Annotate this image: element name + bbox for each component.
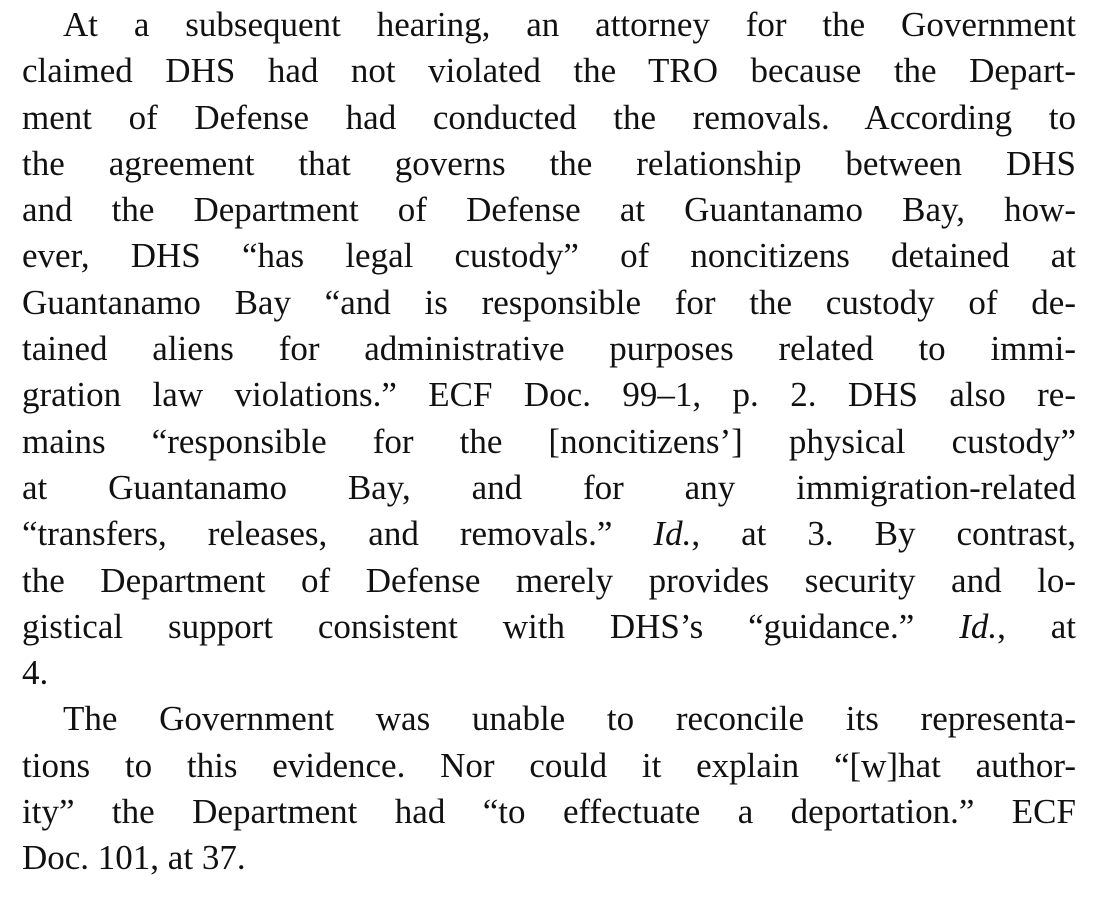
text-line: ever, DHS “has legal custody” of noncitizens detained at: [22, 236, 1076, 276]
paragraph-1: [22, 2, 1076, 696]
text-line: 4.: [22, 653, 49, 693]
text-segment: , at 3. By contrast,: [691, 514, 1076, 554]
text-line: tained aliens for administrative purposes related to immi-: [22, 329, 1076, 369]
text-line: Guantanamo Bay “and is responsible for the custody of de-: [22, 282, 1076, 322]
text-line: ment of Defense had conducted the removals. According to: [22, 97, 1076, 137]
text-line: mains “responsible for the [noncitizens’] physical custody”: [22, 421, 1076, 461]
text-segment: “transfers, releases, and removals.”: [22, 514, 654, 554]
text-line: gration law violations.” ECF Doc. 99–1, p. 2. DHS also re-: [22, 375, 1076, 415]
text-line: [22, 604, 1076, 650]
text-line: [22, 511, 1076, 557]
text-line: claimed DHS had not violated the TRO because the Depart-: [22, 51, 1076, 91]
document-page: [22, 2, 1076, 882]
text-line: tions to this evidence. Nor could it explain “[w]hat author-: [22, 745, 1076, 785]
citation-italic: Id.: [959, 606, 998, 646]
text-line: the Department of Defense merely provides security and lo-: [22, 560, 1076, 600]
text-line: at Guantanamo Bay, and for any immigration-related: [22, 467, 1076, 507]
paragraph-2: [22, 696, 1076, 881]
text-line: Doc. 101, at 37.: [22, 838, 246, 878]
text-line: The Government was unable to reconcile its representa-: [63, 699, 1076, 739]
text-segment: , at: [997, 606, 1076, 646]
text-line: At a subsequent hearing, an attorney for the Government: [63, 5, 1076, 44]
text-line: the agreement that governs the relationship between DHS: [22, 143, 1076, 183]
citation-italic: Id.: [653, 514, 692, 554]
text-line: ity” the Department had “to effectuate a deportation.” ECF: [22, 792, 1076, 832]
text-segment: gistical support consistent with DHS’s “guidance.”: [22, 606, 960, 646]
text-line: and the Department of Defense at Guantanamo Bay, how-: [22, 190, 1076, 230]
